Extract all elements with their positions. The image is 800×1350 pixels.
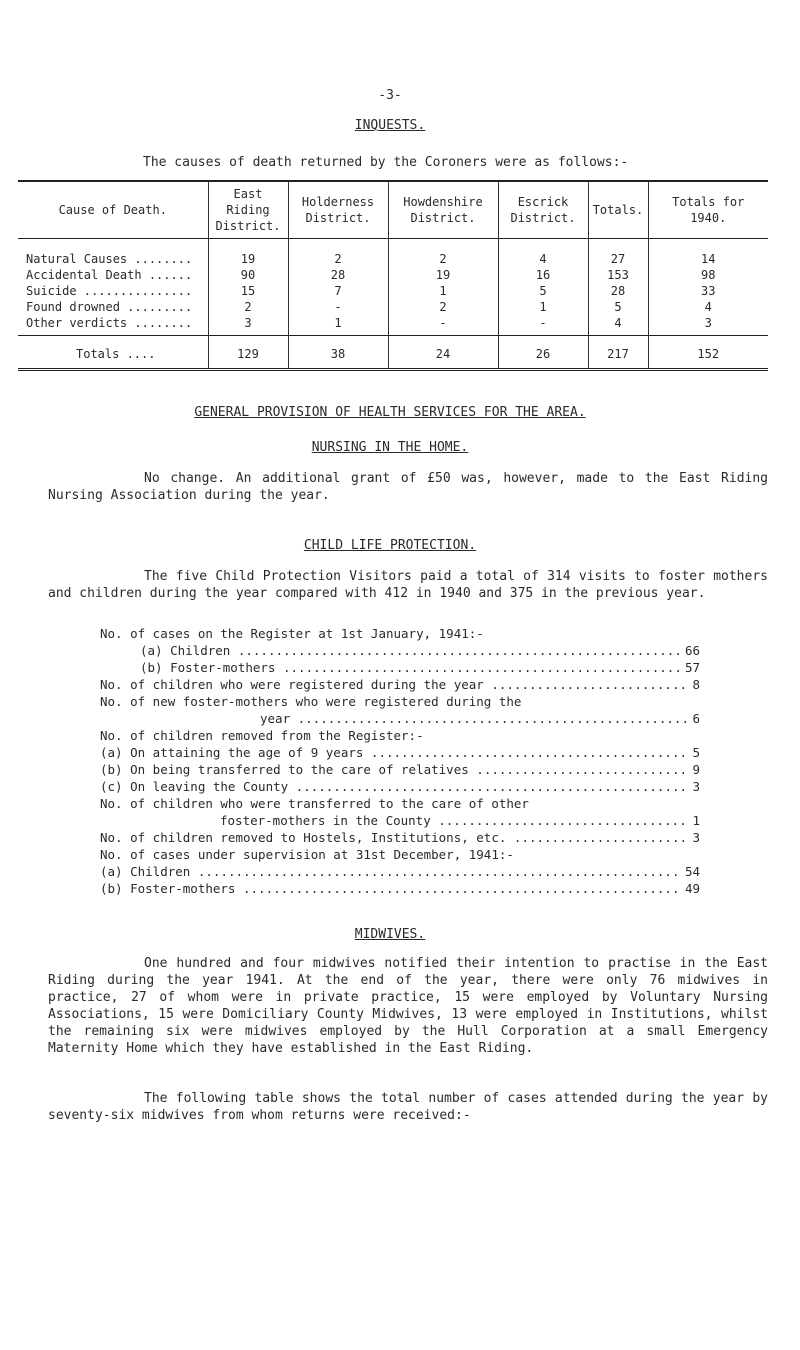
register-value: 5: [686, 744, 700, 761]
register-item: [100, 778, 700, 795]
register-item: [100, 744, 700, 761]
value-cell: 5: [588, 299, 648, 315]
register-value: 1: [686, 812, 700, 829]
value-cell: 19: [208, 239, 288, 268]
table-row: [18, 315, 768, 336]
column-header: Cause of Death.: [58, 203, 167, 217]
value-cell: 2: [288, 239, 388, 268]
register-item: [100, 795, 700, 812]
register-value: 8: [686, 676, 700, 693]
nursing-paragraph: No change. An additional grant of £50 was, however, made to the East Riding Nursing Association during the year.: [48, 471, 768, 503]
midwives-heading: MIDWIVES.: [354, 927, 426, 942]
cause-cell: Natural Causes ........: [26, 252, 193, 266]
register-label: No. of children removed from the Register:-: [100, 728, 424, 743]
register-item: [100, 676, 700, 693]
deaths-table: [18, 180, 768, 371]
register-label: (b) On being transferred to the care of relatives .....: [100, 761, 700, 778]
register-item: [100, 829, 700, 846]
register-label: foster-mothers in the County .....: [100, 812, 700, 829]
value-cell: 2: [388, 239, 498, 268]
register-label: No. of children who were registered during the year .....: [100, 676, 700, 693]
register-label: (b) Foster-mothers .....: [100, 880, 700, 897]
column-header: East Riding District.: [208, 181, 288, 239]
total-cell: 129: [208, 336, 288, 370]
value-cell: 4: [588, 315, 648, 336]
register-value: 49: [679, 880, 700, 897]
total-cell: 152: [648, 336, 768, 370]
column-header: Howdenshire District.: [388, 181, 498, 239]
value-cell: 1: [498, 299, 588, 315]
column-header: Totals for 1940.: [648, 181, 768, 239]
register-label: No. of new foster-mothers who were registered during the: [100, 694, 522, 709]
register-item: [100, 727, 700, 744]
value-cell: 4: [648, 299, 768, 315]
value-cell: 1: [288, 315, 388, 336]
totals-row: [18, 336, 768, 370]
register-item: [100, 659, 700, 676]
page-number: -3-: [378, 88, 402, 103]
table-row: [18, 267, 768, 283]
value-cell: 33: [648, 283, 768, 299]
value-cell: 2: [208, 299, 288, 315]
register-list: [100, 625, 700, 897]
total-cell: 217: [588, 336, 648, 370]
table-row: [18, 283, 768, 299]
value-cell: 98: [648, 267, 768, 283]
value-cell: -: [388, 315, 498, 336]
midwives-paragraph: One hundred and four midwives notified their intention to practise in the East Riding during the year 1941. At the end of the year, there were only 76 midwives in practice, 27 of whom were in private practice, 15 were employed by Voluntary Nursing Associations, 15 were Domiciliary County Midwives, 13 were employed in Institutions, whilst the remaining six were midwives employed by the Hull Corporation at a small Emergency Maternity Home which they have established in the East Riding.: [48, 956, 768, 1056]
intro-text: The causes of death returned by the Coroners were as follows:-: [143, 155, 629, 170]
register-label: (b) Foster-mothers .....: [100, 659, 700, 676]
value-cell: 27: [588, 239, 648, 268]
page-title: INQUESTS.: [354, 118, 426, 133]
register-value: 57: [679, 659, 700, 676]
cause-cell: Suicide ...............: [26, 284, 193, 298]
cause-cell: Other verdicts ........: [26, 316, 193, 330]
register-value: 66: [679, 642, 700, 659]
value-cell: 14: [648, 239, 768, 268]
total-cell: 24: [388, 336, 498, 370]
table-header-row: [18, 181, 768, 239]
register-label: (a) On attaining the age of 9 years .....: [100, 744, 700, 761]
value-cell: -: [498, 315, 588, 336]
register-value: 9: [686, 761, 700, 778]
register-label: No. of cases under supervision at 31st December, 1941:-: [100, 847, 514, 862]
totals-label: Totals ....: [76, 347, 156, 361]
register-item: [100, 693, 700, 710]
general-provision-heading: GENERAL PROVISION OF HEALTH SERVICES FOR THE AREA.: [194, 405, 586, 420]
cause-cell: Found drowned .........: [26, 300, 193, 314]
register-label: No. of children who were transferred to the care of other: [100, 796, 529, 811]
register-item: [100, 863, 700, 880]
value-cell: 7: [288, 283, 388, 299]
column-header: Holderness District.: [288, 181, 388, 239]
register-label: (a) Children .....: [100, 642, 700, 659]
nursing-heading: NURSING IN THE HOME.: [311, 440, 469, 455]
value-cell: 153: [588, 267, 648, 283]
child-life-heading: CHILD LIFE PROTECTION.: [303, 538, 477, 553]
value-cell: 3: [208, 315, 288, 336]
register-item: [100, 846, 700, 863]
column-header: Totals.: [588, 181, 648, 239]
value-cell: 2: [388, 299, 498, 315]
register-item: [100, 880, 700, 897]
child-life-paragraph: The five Child Protection Visitors paid a total of 314 visits to foster mothers and children during the year compared with 412 in 1940 and 375 in the previous year.: [48, 569, 768, 601]
value-cell: 19: [388, 267, 498, 283]
register-label: No. of cases on the Register at 1st January, 1941:-: [100, 626, 484, 641]
value-cell: 28: [588, 283, 648, 299]
register-item: [100, 710, 700, 727]
value-cell: 4: [498, 239, 588, 268]
value-cell: 90: [208, 267, 288, 283]
value-cell: 5: [498, 283, 588, 299]
register-item: [100, 642, 700, 659]
table-row: [18, 299, 768, 315]
register-value: 6: [686, 710, 700, 727]
register-item: [100, 812, 700, 829]
register-label: (c) On leaving the County .....: [100, 778, 700, 795]
value-cell: 16: [498, 267, 588, 283]
value-cell: 28: [288, 267, 388, 283]
register-label: year .....: [100, 710, 700, 727]
cause-cell: Accidental Death ......: [26, 268, 193, 282]
register-value: 3: [686, 829, 700, 846]
register-value: 54: [679, 863, 700, 880]
value-cell: 3: [648, 315, 768, 336]
register-item: [100, 761, 700, 778]
register-item: [100, 625, 700, 642]
column-header: Escrick District.: [498, 181, 588, 239]
register-label: (a) Children .....: [100, 863, 700, 880]
table-row: [18, 239, 768, 268]
value-cell: -: [288, 299, 388, 315]
midwives-table-intro: The following table shows the total number of cases attended during the year by seventy-six midwives from whom returns were received:-: [48, 1091, 768, 1123]
value-cell: 15: [208, 283, 288, 299]
total-cell: 26: [498, 336, 588, 370]
total-cell: 38: [288, 336, 388, 370]
register-label: No. of children removed to Hostels, Institutions, etc. .....: [100, 829, 700, 846]
value-cell: 1: [388, 283, 498, 299]
register-value: 3: [686, 778, 700, 795]
